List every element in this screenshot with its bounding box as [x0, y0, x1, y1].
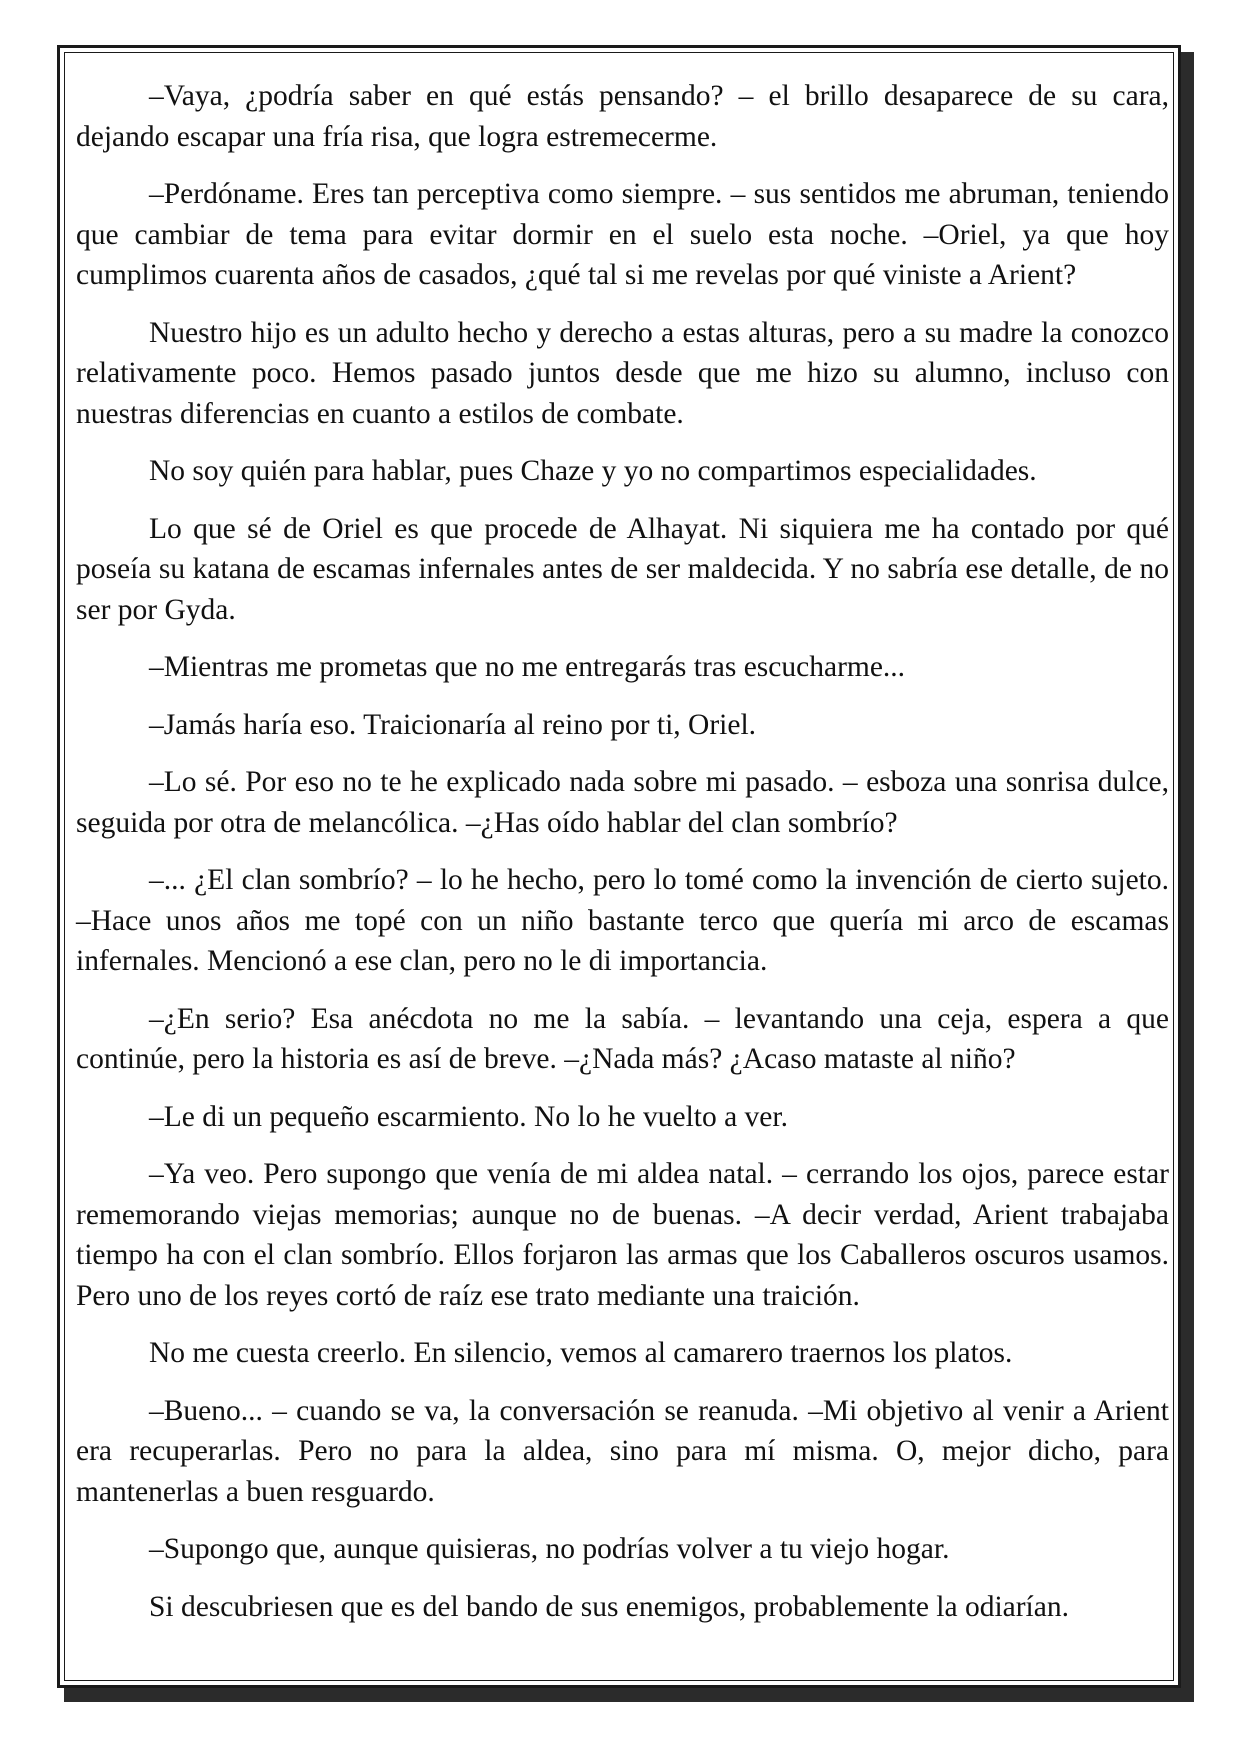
paragraph: –Jamás haría eso. Traicionaría al reino por ti, Oriel.: [149, 708, 757, 741]
paragraph: –Le di un pequeño escarmiento. No lo he vuelto a ver.: [149, 1100, 788, 1133]
paragraph: Si descubriesen que es del bando de sus enemigos, probablemente la odiarían.: [149, 1590, 1069, 1623]
paragraph: –... ¿El clan sombrío? – lo he hecho, pero lo tomé como la invención de cierto sujeto. –Hace unos años me topé con un niño bastante terco que quería mi arco de escamas infernales. Mencionó a ese clan, pero no le di importancia.: [76, 864, 1169, 977]
paragraph: –Perdóname. Eres tan perceptiva como siempre. – sus sentidos me abruman, teniendo que cambiar de tema para evitar dormir en el suelo esta noche. –Oriel, ya que hoy cumplimos cuarenta años de casados, ¿qué tal si me revelas por qué viniste a Arient?: [76, 178, 1169, 291]
paragraph: –Ya veo. Pero supongo que venía de mi aldea natal. – cerrando los ojos, parece estar rememorando viejas memorias; aunque no de buenas. –A decir verdad, Arient trabajaba tiempo ha con el clan sombrío. Ellos forjaron las armas que los Caballeros oscuros usamos. Pero uno de los reyes cortó de raíz ese trato mediante una traición.: [76, 1158, 1169, 1312]
body-text: [76, 76, 1169, 1644]
paragraph: –¿En serio? Esa anécdota no me la sabía. – levantando una ceja, espera a que continúe, pero la historia es así de breve. –¿Nada más? ¿Acaso mataste al niño?: [76, 1002, 1169, 1075]
paragraph: –Vaya, ¿podría saber en qué estás pensando? – el brillo desaparece de su cara, dejando escapar una fría risa, que logra estremecerme.: [76, 80, 1169, 153]
paragraph: No soy quién para hablar, pues Chaze y yo no compartimos especialidades.: [149, 455, 1037, 487]
paragraph: Nuestro hijo es un adulto hecho y derecho a estas alturas, pero a su madre la conozco relativamente poco. Hemos pasado juntos desde que me hizo su alumno, incluso con nuestras diferencias en cuanto a estilos de combate.: [76, 316, 1169, 430]
paragraph: –Mientras me prometas que no me entregarás tras escucharme...: [149, 651, 906, 683]
paragraph: Lo que sé de Oriel es que procede de Alhayat. Ni siquiera me ha contado por qué poseía su katana de escamas infernales antes de ser maldecida. Y no sabría ese detalle, de no ser por Gyda.: [76, 512, 1169, 626]
paragraph: –Supongo que, aunque quisieras, no podrías volver a tu viejo hogar.: [149, 1533, 950, 1565]
paragraph: No me cuesta creerlo. En silencio, vemos al camarero traernos los platos.: [149, 1337, 1013, 1369]
paragraph: –Bueno... – cuando se va, la conversación se reanuda. –Mi objetivo al venir a Arient era recuperarlas. Pero no para la aldea, sino para mí misma. O, mejor dicho, para mantenerlas a buen resguardo.: [76, 1394, 1169, 1508]
paragraph: –Lo sé. Por eso no te he explicado nada sobre mi pasado. – esboza una sonrisa dulce, seguida por otra de melancólica. –¿Has oído hablar del clan sombrío?: [76, 766, 1169, 839]
